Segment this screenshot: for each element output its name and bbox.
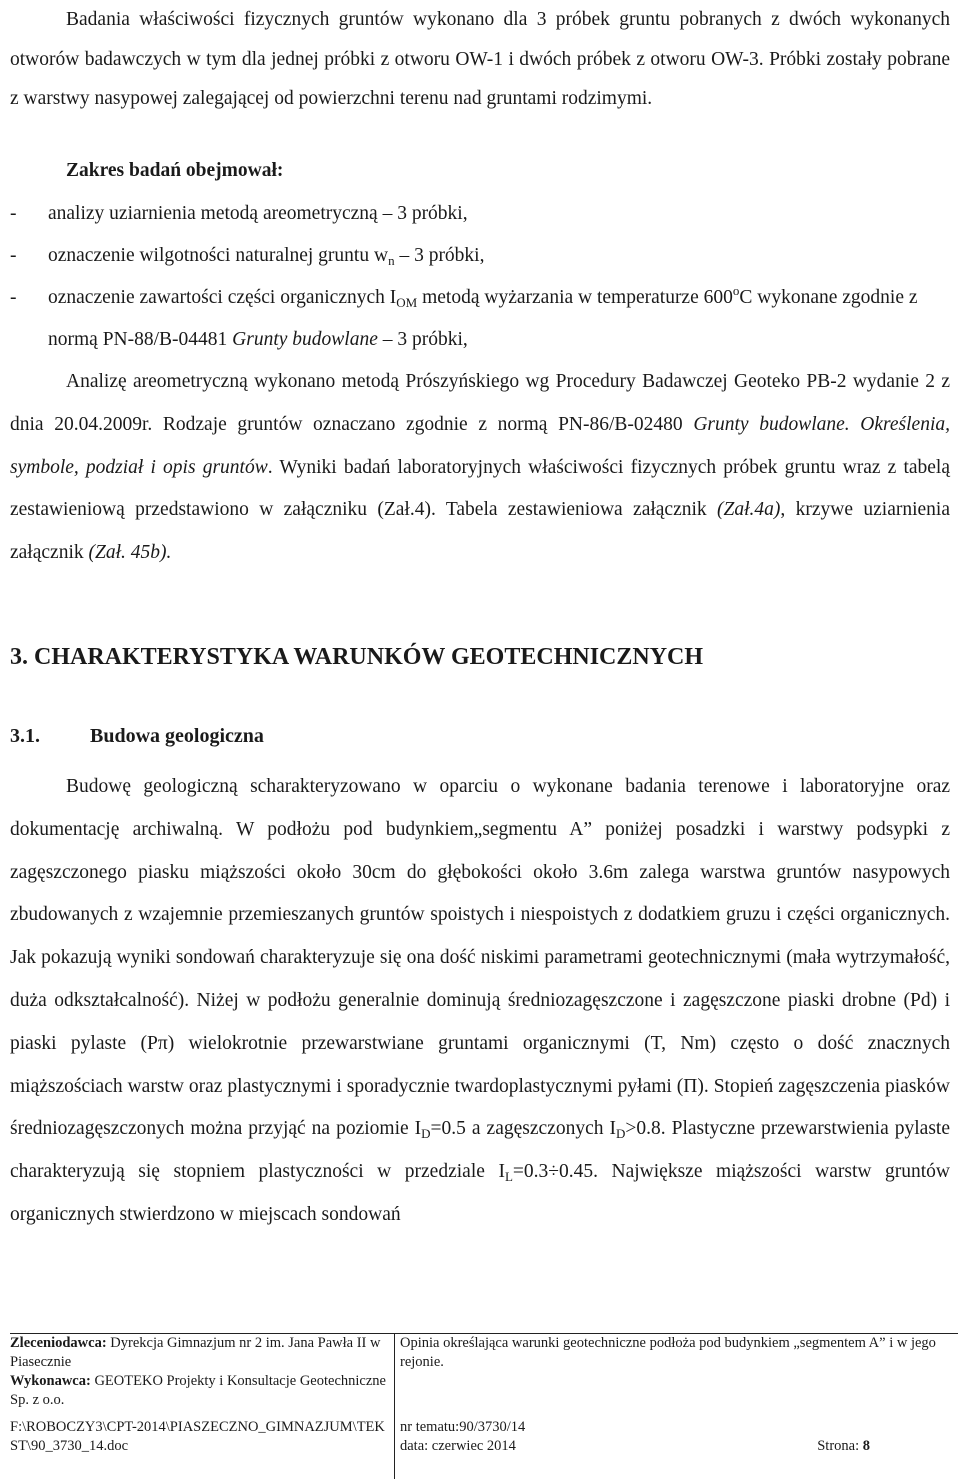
analysis-text-3: , krzywe uziarnienia załącznik bbox=[10, 499, 950, 564]
item-text-start: oznaczenie wilgotności naturalnej gruntu w bbox=[48, 245, 389, 266]
footer-divider bbox=[394, 1334, 395, 1479]
subscript: OM bbox=[396, 295, 418, 310]
footer-right bbox=[400, 1334, 956, 1454]
item-text-end: – 3 próbki, bbox=[377, 329, 468, 350]
scope-title: Zakres badań obejmował: bbox=[66, 160, 284, 181]
list-item-text bbox=[48, 235, 950, 277]
subsection-heading bbox=[10, 725, 264, 748]
geology-text-2: =0.5 a zagęszczonych I bbox=[430, 1118, 616, 1140]
item-text-middle: metodą wyżarzania w temperaturze 600 bbox=[417, 287, 733, 308]
subscript: D bbox=[421, 1126, 431, 1142]
contractor-value: GEOTEKO Projekty i Konsultacje Geotechniczne Sp. z o.o. bbox=[10, 1373, 386, 1408]
section-heading: 3. CHARAKTERYSTYKA WARUNKÓW GEOTECHNICZNYCH bbox=[10, 644, 704, 670]
standard-title: Grunty budowlane. Określenia, symbole, podział i opis gruntów bbox=[10, 413, 950, 478]
client-line bbox=[10, 1334, 388, 1372]
date-page-row bbox=[400, 1437, 956, 1456]
attachment-ref: (Zał.4a) bbox=[717, 499, 781, 521]
attachment-ref: (Zał. 45b). bbox=[88, 542, 172, 564]
bullet-dash: - bbox=[10, 245, 17, 266]
intro-paragraph bbox=[10, 0, 950, 119]
list-item bbox=[10, 277, 950, 361]
list-item bbox=[10, 235, 950, 277]
document-date: data: czerwiec 2014 bbox=[400, 1438, 516, 1454]
page-footer bbox=[10, 1333, 958, 1479]
item-text-continued: C wykonane zgodnie z normą PN-88/B-04481 bbox=[48, 287, 918, 350]
analysis-text-1: Analizę areometryczną wykonano metodą Prószyńskiego wg Procedury Badawczej Geoteko PB-2 wydanie 2 z dnia 20.04.2009r. Rodzaje gruntów oznaczano zgodnie z normą PN-86/B-02480 bbox=[10, 371, 950, 435]
analysis-paragraph bbox=[10, 361, 950, 575]
list-item bbox=[10, 193, 950, 235]
footer-meta bbox=[400, 1418, 956, 1456]
footer-left bbox=[10, 1334, 388, 1454]
subsection-number: 3.1. bbox=[10, 725, 40, 747]
contractor-label: Wykonawca: bbox=[10, 1373, 91, 1389]
geology-paragraph bbox=[10, 766, 950, 1237]
list-item-text bbox=[48, 277, 950, 361]
superscript: o bbox=[732, 283, 740, 298]
geology-text-4: =0.3÷0.45. Największe miąższości warstw gruntów organicznych stwierdzono w miejscach sondowań bbox=[10, 1161, 950, 1225]
client-label: Zleceniodawca: bbox=[10, 1335, 107, 1351]
intro-text: Badania właściwości fizycznych gruntów wykonano dla 3 próbek gruntu pobranych z dwóch wykonanych otworów badawczych w tym dla jednej próbki z otworu OW-1 i dwóch próbek z otworu OW-3. Próbki zostały pobrane z warstwy nasypowej zalegającej od powierzchni terenu nad gruntami rodzimymi. bbox=[10, 9, 950, 109]
subscript: D bbox=[615, 1126, 626, 1142]
analysis-text-2: . Wyniki badań laboratoryjnych właściwości fizycznych próbek gruntu wraz z tabelą zestawieniową przedstawiono w załączniku (Zał.4). Tabela zestawieniowa załącznik bbox=[10, 456, 950, 521]
contractor-line bbox=[10, 1372, 388, 1410]
bullet-dash: - bbox=[10, 203, 17, 224]
scope-list bbox=[10, 193, 950, 361]
page-label: Strona: bbox=[817, 1438, 863, 1454]
topic-number: nr tematu:90/3730/14 bbox=[400, 1419, 526, 1435]
standard-title: Grunty budowlane bbox=[232, 329, 378, 350]
subscript: L bbox=[504, 1169, 513, 1185]
client-value: Dyrekcja Gimnazjum nr 2 im. Jana Pawła II w Piasecznie bbox=[10, 1335, 381, 1370]
page-number: 8 bbox=[862, 1438, 870, 1454]
geology-text-3: >0.8. Plastyczne przewarstwienia pylaste charakteryzują się stopniem plastyczności w przedziale I bbox=[10, 1118, 950, 1183]
file-path: F:\ROBOCZY3\CPT-2014\PIASZECZNO_GIMNAZJUM\TEKST\90_3730_14.doc bbox=[10, 1419, 385, 1454]
subsection-title: Budowa geologiczna bbox=[90, 725, 264, 747]
item-text-start: oznaczenie zawartości części organicznych I bbox=[48, 287, 397, 308]
geology-text-1: Budowę geologiczną scharakteryzowano w oparciu o wykonane badania terenowe i laboratoryjne oraz dokumentację archiwalną. W podłożu pod budynkiem„segmentu A” poniżej posadzki i warstwy podsypki z zagęszczonego piasku miąższości około 30cm do głębokości około 3.6m zalega warstwa gruntów nasypowych zbudowanych z wzajemnie przemieszanych gruntów spoistych i niespoistych z dodatkiem gruzu i części organicznych. Jak pokazują wyniki sondowań charakteryzuje się ona dość niskimi parametrami geotechnicznymi (mała wytrzymałość, duża odkształcalność). Niżej w podłożu generalnie dominują średniozagęszczone i zagęszczone piaski drobne (Pd) i piaski pylaste (Pπ) wielokrotnie przewarstwiane gruntami organicznymi (T, Nm) często o dość znacznych miąższościach warstw oraz plastycznymi i sporadycznie twardoplastycznymi pyłami (Π). Stopień zagęszczenia piasków średniozagęszczonych można przyjąć na poziomie I bbox=[10, 776, 950, 1140]
item-text-end: – 3 próbki, bbox=[394, 245, 485, 266]
page-indicator bbox=[817, 1437, 870, 1456]
bullet-dash: - bbox=[10, 287, 17, 308]
opinion-text: Opinia określająca warunki geotechniczne podłoża pod budynkiem „segmentem A” i w jego rejonie. bbox=[400, 1335, 936, 1370]
list-item-text: analizy uziarnienia metodą areometryczną – 3 próbki, bbox=[48, 203, 468, 224]
subscript: n bbox=[388, 253, 395, 268]
